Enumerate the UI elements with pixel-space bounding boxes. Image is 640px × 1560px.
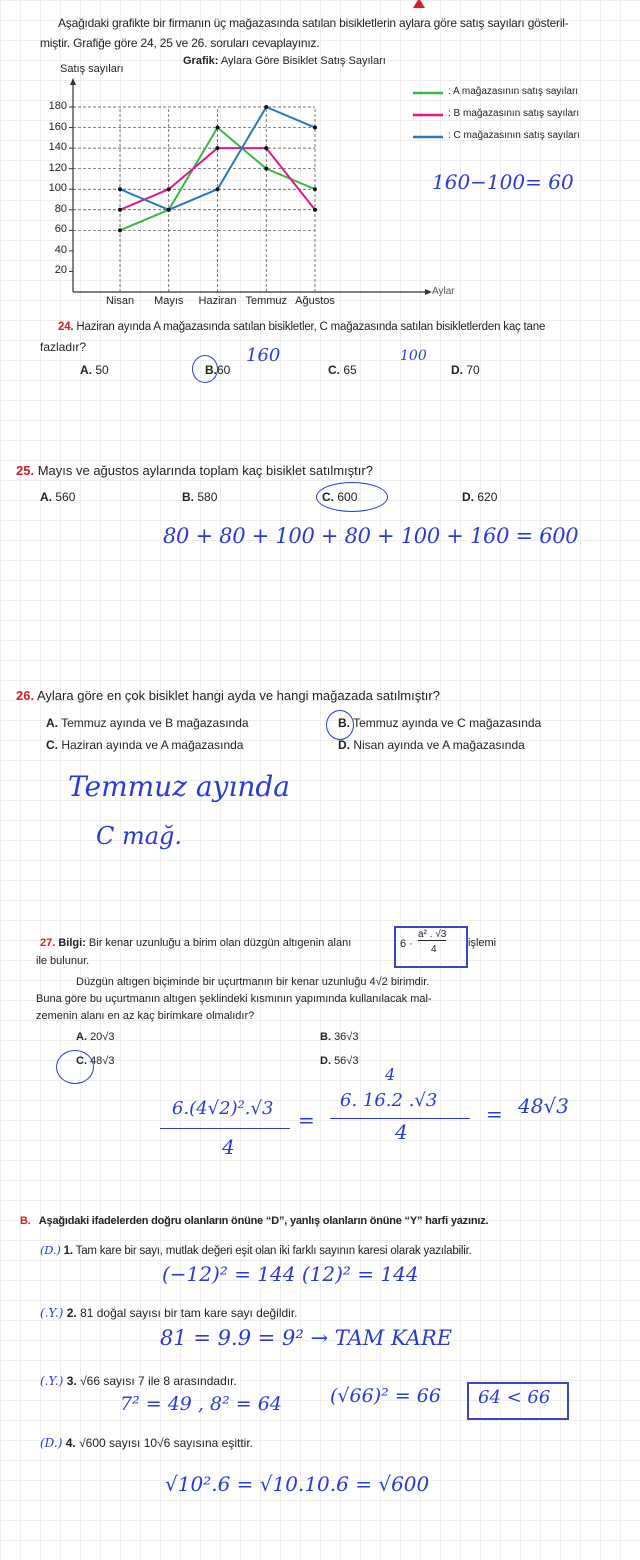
y-tick-label: 40: [54, 243, 67, 256]
data-point: [216, 126, 220, 130]
formula-numerator: a² . √3: [418, 929, 447, 940]
chart-title-text: Aylara Göre Bisiklet Satış Sayıları: [220, 55, 386, 67]
statement-2: (.Y.) 2. 81 doğal sayısı bir tam kare sayı değildir.: [40, 1306, 298, 1320]
answer-circle: [316, 482, 388, 512]
data-point: [167, 187, 171, 191]
hand-b1: (−12)² = 144 (12)² = 144: [162, 1262, 419, 1286]
hand-q27-den1: 4: [222, 1135, 235, 1159]
y-tick-label: 100: [48, 182, 67, 195]
hand-b3c: 64 < 66: [478, 1387, 551, 1408]
data-point: [313, 187, 317, 191]
q27-option-b[interactable]: B. 36√3: [320, 1031, 359, 1043]
hand-note-100: 100: [400, 348, 427, 364]
hand-note-q26-2: C mağ.: [96, 822, 183, 850]
y-tick-label: 140: [48, 141, 67, 154]
data-point: [118, 187, 122, 191]
chart-title-bold: Grafik:: [183, 55, 219, 67]
x-axis-label: Aylar: [432, 286, 455, 297]
data-point: [313, 208, 317, 212]
y-tick-label: 60: [54, 223, 67, 236]
y-tick-label: 120: [48, 161, 67, 174]
line-chart: [0, 0, 640, 320]
q24-number: 24.: [58, 321, 74, 333]
q25-text: 25. Mayıs ve ağustos aylarında toplam kaç bisiklet satılmıştır?: [16, 463, 373, 478]
q25-option-d[interactable]: D. 620: [462, 490, 498, 504]
hand-note-q26-1: Temmuz ayında: [68, 770, 290, 803]
q26-option-b[interactable]: B. Temmuz ayında ve C mağazasında: [338, 716, 542, 730]
x-tick-label: Ağustos: [295, 295, 335, 307]
intro-line-2: miştir. Grafiğe göre 24, 25 ve 26. soruları cevaplayınız.: [40, 36, 320, 50]
q26-option-d[interactable]: D. Nisan ayında ve A mağazasında: [338, 738, 525, 752]
q24-option-c[interactable]: C. 65: [328, 363, 357, 377]
statement-3: (.Y.) 3. √66 sayısı 7 ile 8 arasındadır.: [40, 1374, 237, 1388]
q24-text-2: fazladır?: [40, 340, 87, 354]
q27-option-d[interactable]: D. 56√3: [320, 1055, 359, 1067]
x-tick-label: Temmuz: [245, 295, 288, 307]
statement-4: (D.) 4. √600 sayısı 10√6 sayısına eşittir.: [40, 1436, 254, 1450]
intro-line-1: Aşağıdaki grafikte bir firmanın üç mağazasında satılan bisikletlerin aylara göre satış sayıları gösteril-: [58, 16, 569, 30]
q25-option-c[interactable]: C. 600: [322, 490, 358, 504]
formula-prefix: 6 ·: [400, 938, 413, 950]
hand-q27-result: 48√3: [518, 1094, 569, 1118]
q24-text-1: [58, 321, 545, 333]
hand-b3a: 7² = 49 , 8² = 64: [120, 1393, 282, 1415]
answer-circle: [192, 355, 218, 383]
q24-stem: Haziran ayında A mağazasında satılan bisikletler, C mağazasında satılan bisikletlerden kaç tane: [76, 321, 546, 333]
hand-equals-1: =: [298, 1108, 315, 1132]
legend-label: : C mağazasının satış sayıları: [448, 130, 580, 141]
hand-note-160: 160: [246, 345, 281, 366]
q27-text-1: 27. Bilgi: Bir kenar uzunluğu a birim olan düzgün altıgenin alanı: [40, 937, 352, 949]
q24-option-b[interactable]: B.60: [205, 363, 231, 377]
x-tick-label: Haziran: [198, 295, 237, 307]
legend-label: : B mağazasının satış sayıları: [448, 108, 580, 119]
data-point: [118, 208, 122, 212]
q26-option-c[interactable]: C. Haziran ayında ve A mağazasında: [46, 738, 244, 752]
q25-option-a[interactable]: A. 560: [40, 490, 76, 504]
hand-q27-num2: 6. 16.2 .√3: [340, 1090, 438, 1111]
q27-text-2: ile bulunur.: [36, 955, 90, 967]
hand-note-q25: 80 + 80 + 100 + 80 + 100 + 160 = 600: [163, 524, 579, 548]
y-axis-label: Satış sayıları: [60, 63, 124, 75]
x-axis-arrow: [425, 289, 432, 295]
data-point: [264, 146, 268, 150]
q27-text-1b: işlemi: [468, 937, 497, 949]
data-point: [313, 126, 317, 130]
answer-circle: [56, 1050, 94, 1084]
hand-b2: 81 = 9.9 = 9² → TAM KARE: [160, 1326, 453, 1350]
data-point: [264, 167, 268, 171]
q26-text: 26. Aylara göre en çok bisiklet hangi ayda ve hangi mağazada satılmıştır?: [16, 688, 440, 703]
x-tick-label: Mayıs: [154, 295, 184, 307]
q27-option-a[interactable]: A. 20√3: [76, 1031, 115, 1043]
section-b-title: B. Aşağıdaki ifadelerden doğru olanların önüne “D”, yanlış olanların önüne “Y” harfi yazınız.: [20, 1215, 489, 1227]
q24-option-a[interactable]: A. 50: [80, 363, 109, 377]
y-tick-label: 20: [54, 264, 67, 277]
q26-option-a[interactable]: A. Temmuz ayında ve B mağazasında: [46, 716, 249, 730]
q24-option-d[interactable]: D. 70: [451, 363, 480, 377]
legend-label: : A mağazasının satış sayıları: [448, 86, 579, 97]
hand-note-q24-calc: 160−100= 60: [432, 170, 574, 194]
hand-b4: √10².6 = √10.10.6 = √600: [165, 1472, 430, 1496]
answer-circle: [326, 710, 354, 740]
hand-equals-2: =: [486, 1102, 503, 1126]
data-point: [167, 208, 171, 212]
x-tick-label: Nisan: [105, 295, 135, 307]
data-point: [264, 105, 268, 109]
q27-text-4: Buna göre bu uçurtmanın altıgen şeklindeki kısmının yapımında kullanılacak mal-: [36, 993, 432, 1005]
hand-q27-four: 4: [385, 1065, 396, 1084]
y-tick-label: 180: [48, 100, 67, 112]
y-axis-arrow: [70, 78, 76, 85]
hand-q27-num1: 6.(4√2)².√3: [172, 1098, 274, 1119]
y-tick-label: 160: [48, 120, 67, 133]
data-point: [118, 228, 122, 232]
formula-denominator: 4: [431, 944, 437, 955]
hand-q27-den2: 4: [395, 1120, 408, 1144]
statement-1: (D.) 1. Tam kare bir sayı, mutlak değeri eşit olan iki farklı sayının karesi olarak yazılabilir.: [40, 1243, 472, 1257]
fraction-line: [330, 1118, 470, 1119]
data-point: [216, 146, 220, 150]
data-point: [216, 187, 220, 191]
hand-b3b: (√66)² = 66: [330, 1385, 441, 1407]
q27-text-3: Düzgün altıgen biçiminde bir uçurtmanın bir kenar uzunluğu 4√2 birimdir.: [76, 976, 430, 988]
y-tick-label: 80: [54, 202, 67, 215]
fraction-line: [160, 1128, 290, 1129]
q27-text-5: zemenin alanı en az kaç birimkare olmalıdır?: [36, 1010, 255, 1022]
q27-option-c[interactable]: C. 48√3: [76, 1055, 115, 1067]
q25-option-b[interactable]: B. 580: [182, 490, 218, 504]
